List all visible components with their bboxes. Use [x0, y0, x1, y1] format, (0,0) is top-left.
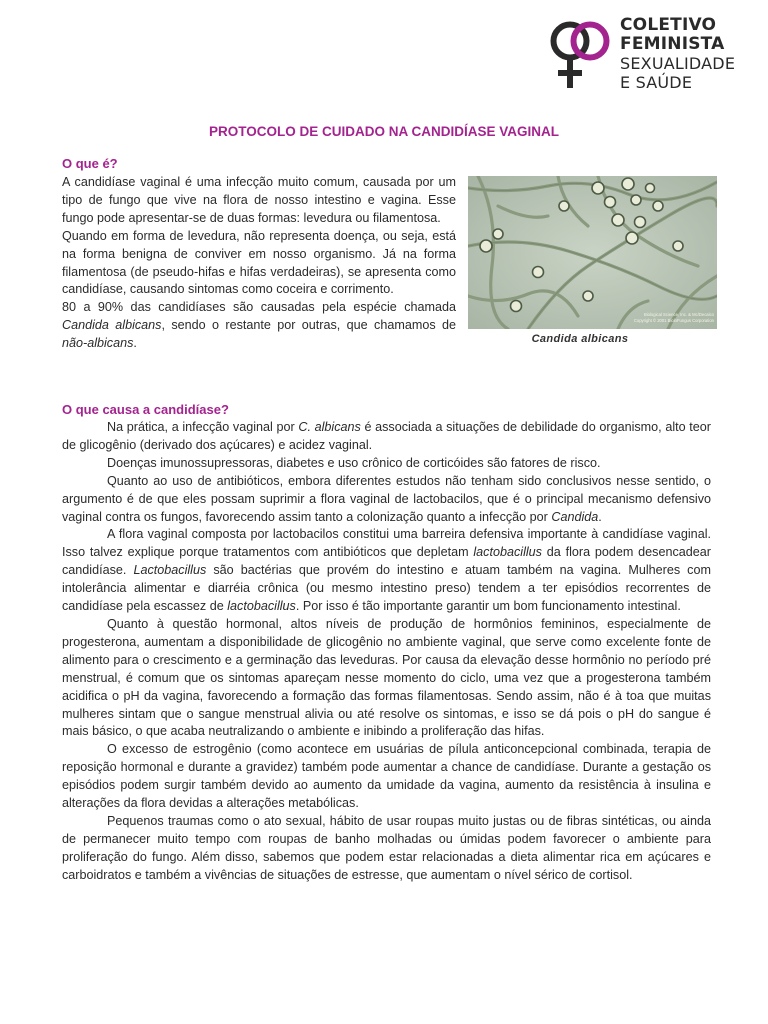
- causes-paragraph: A flora vaginal composta por lactobacilos constitui uma barreira defensiva importante à candidíase vaginal. Isso talvez explique porque tratamentos com antibióticos que depletam lactobacillus da flora podem desencadear candidíase. Lactobacillus são bactérias que provém do intestino e atuam também na vagina. Mulheres com intolerância alimentar e diarréia crônica (ou mesmo intestino preso) tendem a ter episódios recorrentes de candidíase pela escassez de lactobacillus. Por isso é tão importante garantir um bom funcionamento intestinal.: [62, 527, 711, 614]
- candida-microscope-image: [468, 176, 717, 329]
- figure-caption: Candida albicans: [531, 333, 629, 345]
- document-title: PROTOCOLO DE CUIDADO NA CANDIDÍASE VAGINAL: [208, 124, 559, 139]
- causes-paragraph: Doenças imunossupressoras, diabetes e uso crônico de corticóides são fatores de risco.: [107, 455, 601, 470]
- section-heading-what-is: O que é?: [62, 156, 118, 171]
- logo-line-4: E SAÚDE: [620, 73, 693, 92]
- collective-logo: [548, 14, 748, 110]
- logo-line-2: FEMINISTA: [620, 34, 725, 54]
- logo-line-1: COLETIVO: [620, 15, 717, 35]
- intro-text: [62, 174, 456, 353]
- intro-paragraph: 80 a 90% das candidíases são causadas pela espécie chamada Candida albicans, sendo o restante por outras, que chamamos de não-albicans.: [62, 300, 456, 351]
- causes-paragraph: Quanto ao uso de antibióticos, embora diferentes estudos não tenham sido conclusivos nesse sentido, o argumento é de que eles possam suprimir a flora vaginal de lactobacilos, que é o principal mecanismo defensivo vaginal contra os fungos, favorecendo assim tanto a colonização quanto a infecção por Candida.: [62, 473, 711, 524]
- causes-paragraph: Na prática, a infecção vaginal por C. albicans é associada a situações de debilidade do organismo, alto teor de glicogênio (derivado dos açúcares) e acidez vaginal.: [62, 420, 711, 452]
- figure-credit-line-1: Biological Science, Inc. & Mc/Decalco: [643, 312, 714, 317]
- section-heading-causes: O que causa a candidíase?: [62, 402, 229, 417]
- feminist-symbol-icon: [548, 18, 614, 94]
- causes-text: [62, 419, 711, 885]
- intro-paragraph: A candidíase vaginal é uma infecção muito comum, causada por um tipo de fungo que vive na flora de nosso intestino e vagina. Esse fungo pode apresentar-se de duas formas: levedura ou filamentosa.: [62, 175, 456, 225]
- causes-paragraph: Pequenos traumas como o ato sexual, hábito de usar roupas muito justas ou de fibras sintéticas, ou ainda de permanecer muito tempo com roupas de banho molhadas ou úmidas podem favorecer o ambiente para proliferação do fungo. Além disso, sabemos que podem estar relacionadas a dieta alimentar rica em açúcares e carboidratos e também a vivências de situações de estresse, que aumentam o nível sérico de cortisol.: [62, 813, 711, 882]
- causes-paragraph: Quanto à questão hormonal, altos níveis de produção de hormônios femininos, especialmente de progesterona, aumentam a disponibilidade de glicogênio no ambiente vaginal, que serve como excelente fonte de alimento para o crescimento e a germinação das leveduras. Por causa da elevação desse hormônio no período pré menstrual, é comum que os sintomas apareçam nesse momento do ciclo, uma vez que a progesterona também acidifica o pH da vagina, favorecendo a formação das formas filamentosas. Sendo assim, não é à toa que muitas mulheres sintam que o sangue menstrual alivia ou até resolve os sintomas, e isso se dá pois o pH do sangue é mais básico, o que acaba neutralizando o ambiente e inibindo a proliferação das hifas.: [62, 616, 711, 739]
- figure-credit-line-2: Copyright © 2001 BioloFungus Corporation: [633, 318, 714, 323]
- causes-paragraph: O excesso de estrogênio (como acontece em usuárias de pílula anticoncepcional combinada, terapia de reposição hormonal e durante a gravidez) também pode aumentar a chance de candidíase. Durante a gestação os episódios podem surgir também devido ao aumento da umidade da vagina, aumento da resistência à insulina e alterações da flora devidas a alterações metabólicas.: [62, 742, 711, 811]
- logo-line-3: SEXUALIDADE: [620, 54, 736, 73]
- intro-paragraph: Quando em forma de levedura, não representa doença, ou seja, está na forma benigna de conviver em nosso organismo. Já na forma filamentosa (de pseudo-hifas e hifas verdadeiras), se apresenta como candidíase, causando sintomas como coceira e corrimento.: [62, 228, 456, 297]
